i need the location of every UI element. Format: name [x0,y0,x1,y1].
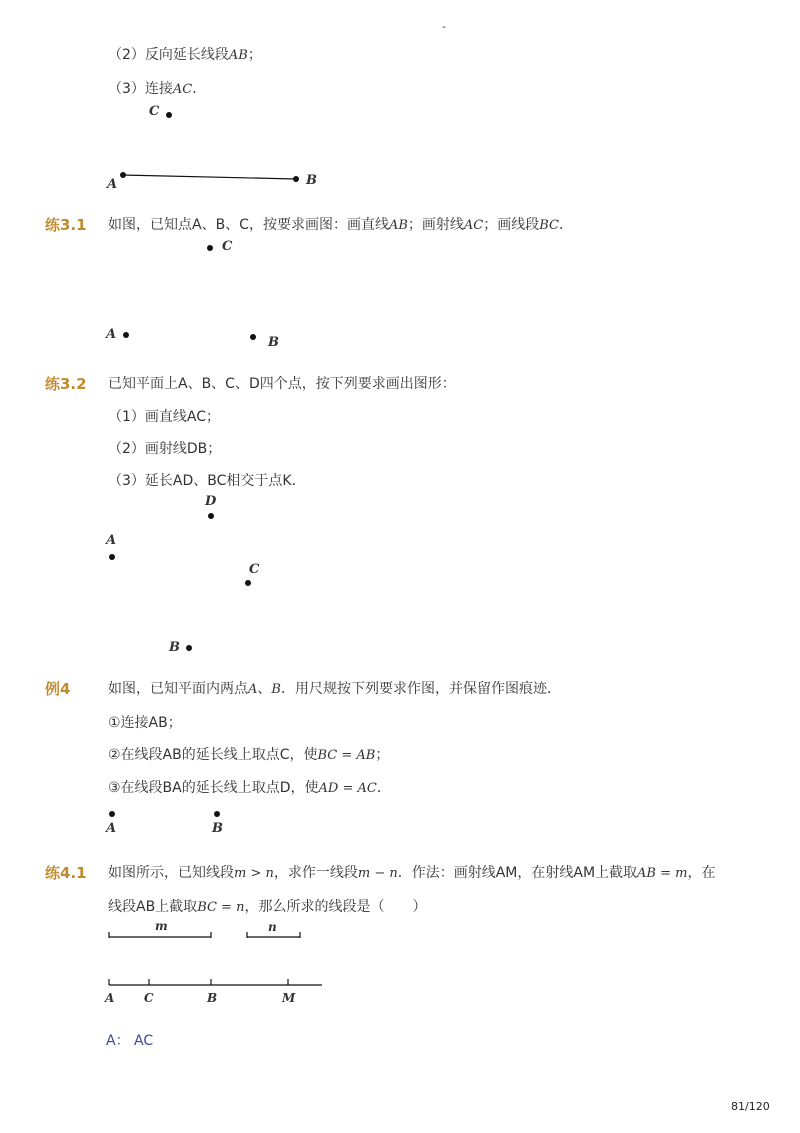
ex41-answer [106,1030,153,1050]
ex41-question-line2 [108,898,426,917]
ex4-s2-math: BC = AB [317,748,376,763]
ex31-point-c [207,245,213,251]
top-point-b [293,176,299,182]
ex32-label-a: A [106,533,117,548]
ex32-label-b: B [169,640,180,655]
ex4-step-1: ①连接AB； [108,715,182,731]
ex41-l1m2: m − n [357,866,398,881]
ex41-axis-a: A [105,991,115,1005]
ex4-m2: B [271,682,281,697]
ex32-point-d [208,513,214,519]
top-point-a [120,172,126,178]
top-label-a: A [107,177,118,192]
ex31-label: 练3.1 [45,216,87,234]
step-2-tail: ； [247,47,262,63]
ex31-text: 如图，已知点A、B、C，按要求画图：画直线 [108,217,389,233]
ex41-l1d: ，在 [687,865,716,881]
ex32-step-3: （3）延长AD、BC相交于点K． [108,473,306,489]
step-3-math: AC [172,82,193,97]
ex41-l1b: ，求作一线段 [273,865,358,881]
ex4-point-a [109,811,115,817]
ex41-axis-b: B [207,991,218,1005]
ex32-label-d: D [205,494,217,509]
ex4-text: 如图，已知平面内两点 [108,681,248,697]
ex32-step-2: （2）画射线DB； [108,441,222,457]
ex4-label-a: A [106,821,117,836]
ex41-l1c: ．作法：画射线AM，在射线AM上截取 [397,865,638,881]
top-point-c [166,112,172,118]
ex31-point-b [250,334,256,340]
ex4-s2-text: ②在线段AB的延长线上取点C，使 [108,747,318,763]
ex31-label-a: A [106,327,117,342]
ex32-point-b [186,645,192,651]
ex41-l1a: 如图所示，已知线段 [108,865,234,881]
ex31-label-c: C [222,239,233,254]
ex41-axis-m: M [282,991,296,1005]
ex31-m1: AB [388,218,408,233]
ex41-seg-m-label: m [155,919,168,933]
step-3-text: （3）连接 [108,81,173,97]
ex4-point-b [214,811,220,817]
page-number: 81/120 [731,1100,770,1113]
ex4-question [108,680,561,699]
ex31-m3: BC [539,218,560,233]
ex41-l1m1: m > n [234,866,274,881]
step-2-math: AB [228,48,248,63]
ex41-answer-value: AC [134,1033,154,1049]
ex31-label-b: B [268,335,279,350]
ex4-s3-text: ③在线段BA的延长线上取点D，使 [108,780,319,796]
ex32-step-1: （1）画直线AC； [108,409,221,425]
ex4-s3-math: AD = AC [318,781,377,796]
ex31-question [108,216,573,235]
ex41-l1m3: AB = m [637,866,688,881]
ex32-point-a [109,554,115,560]
ex4-s2-tail: ； [375,747,390,763]
step-3-tail: ． [192,81,207,97]
ex4-t3: ．用尺规按下列要求作图，并保留作图痕迹． [280,681,561,697]
segment-ab [123,175,296,179]
top-label-c: C [149,104,160,119]
header-mark: - [442,20,446,33]
ex4-m1: A [248,682,258,697]
ex41-answer-label: A： [106,1033,130,1049]
step-2-text: （2）反向延长线段 [108,47,229,63]
ex31-m2: AC [463,218,484,233]
ex4-t2: 、 [257,681,272,697]
ex41-l2a: 线段AB上截取 [108,899,198,915]
top-label-b: B [306,173,317,188]
ex31-t3: ；画线段 [483,217,540,233]
ex4-step-2 [108,746,389,765]
ex32-point-c [245,580,251,586]
ex4-label-b: B [212,821,223,836]
ex31-t2: ；画射线 [407,217,464,233]
ex41-seg-n-label: n [268,920,277,934]
ex32-question: 已知平面上A、B、C、D四个点，按下列要求画出图形： [108,376,456,392]
ex4-step-3 [108,779,391,798]
ex4-label: 例4 [45,680,71,698]
ex41-question-line1 [108,864,715,883]
ex41-l2m: BC = n [197,900,245,915]
ex31-point-a [123,332,129,338]
ex41-axis-c: C [144,991,154,1005]
ex4-s3-tail: ． [376,780,391,796]
ex32-label: 练3.2 [45,375,87,393]
ex31-t4: ． [559,217,574,233]
ex41-label: 练4.1 [45,864,87,882]
ray-am-figure [109,979,322,985]
ex32-label-c: C [249,562,260,577]
ex41-l2b: ，那么所求的线段是（ ） [244,899,427,915]
